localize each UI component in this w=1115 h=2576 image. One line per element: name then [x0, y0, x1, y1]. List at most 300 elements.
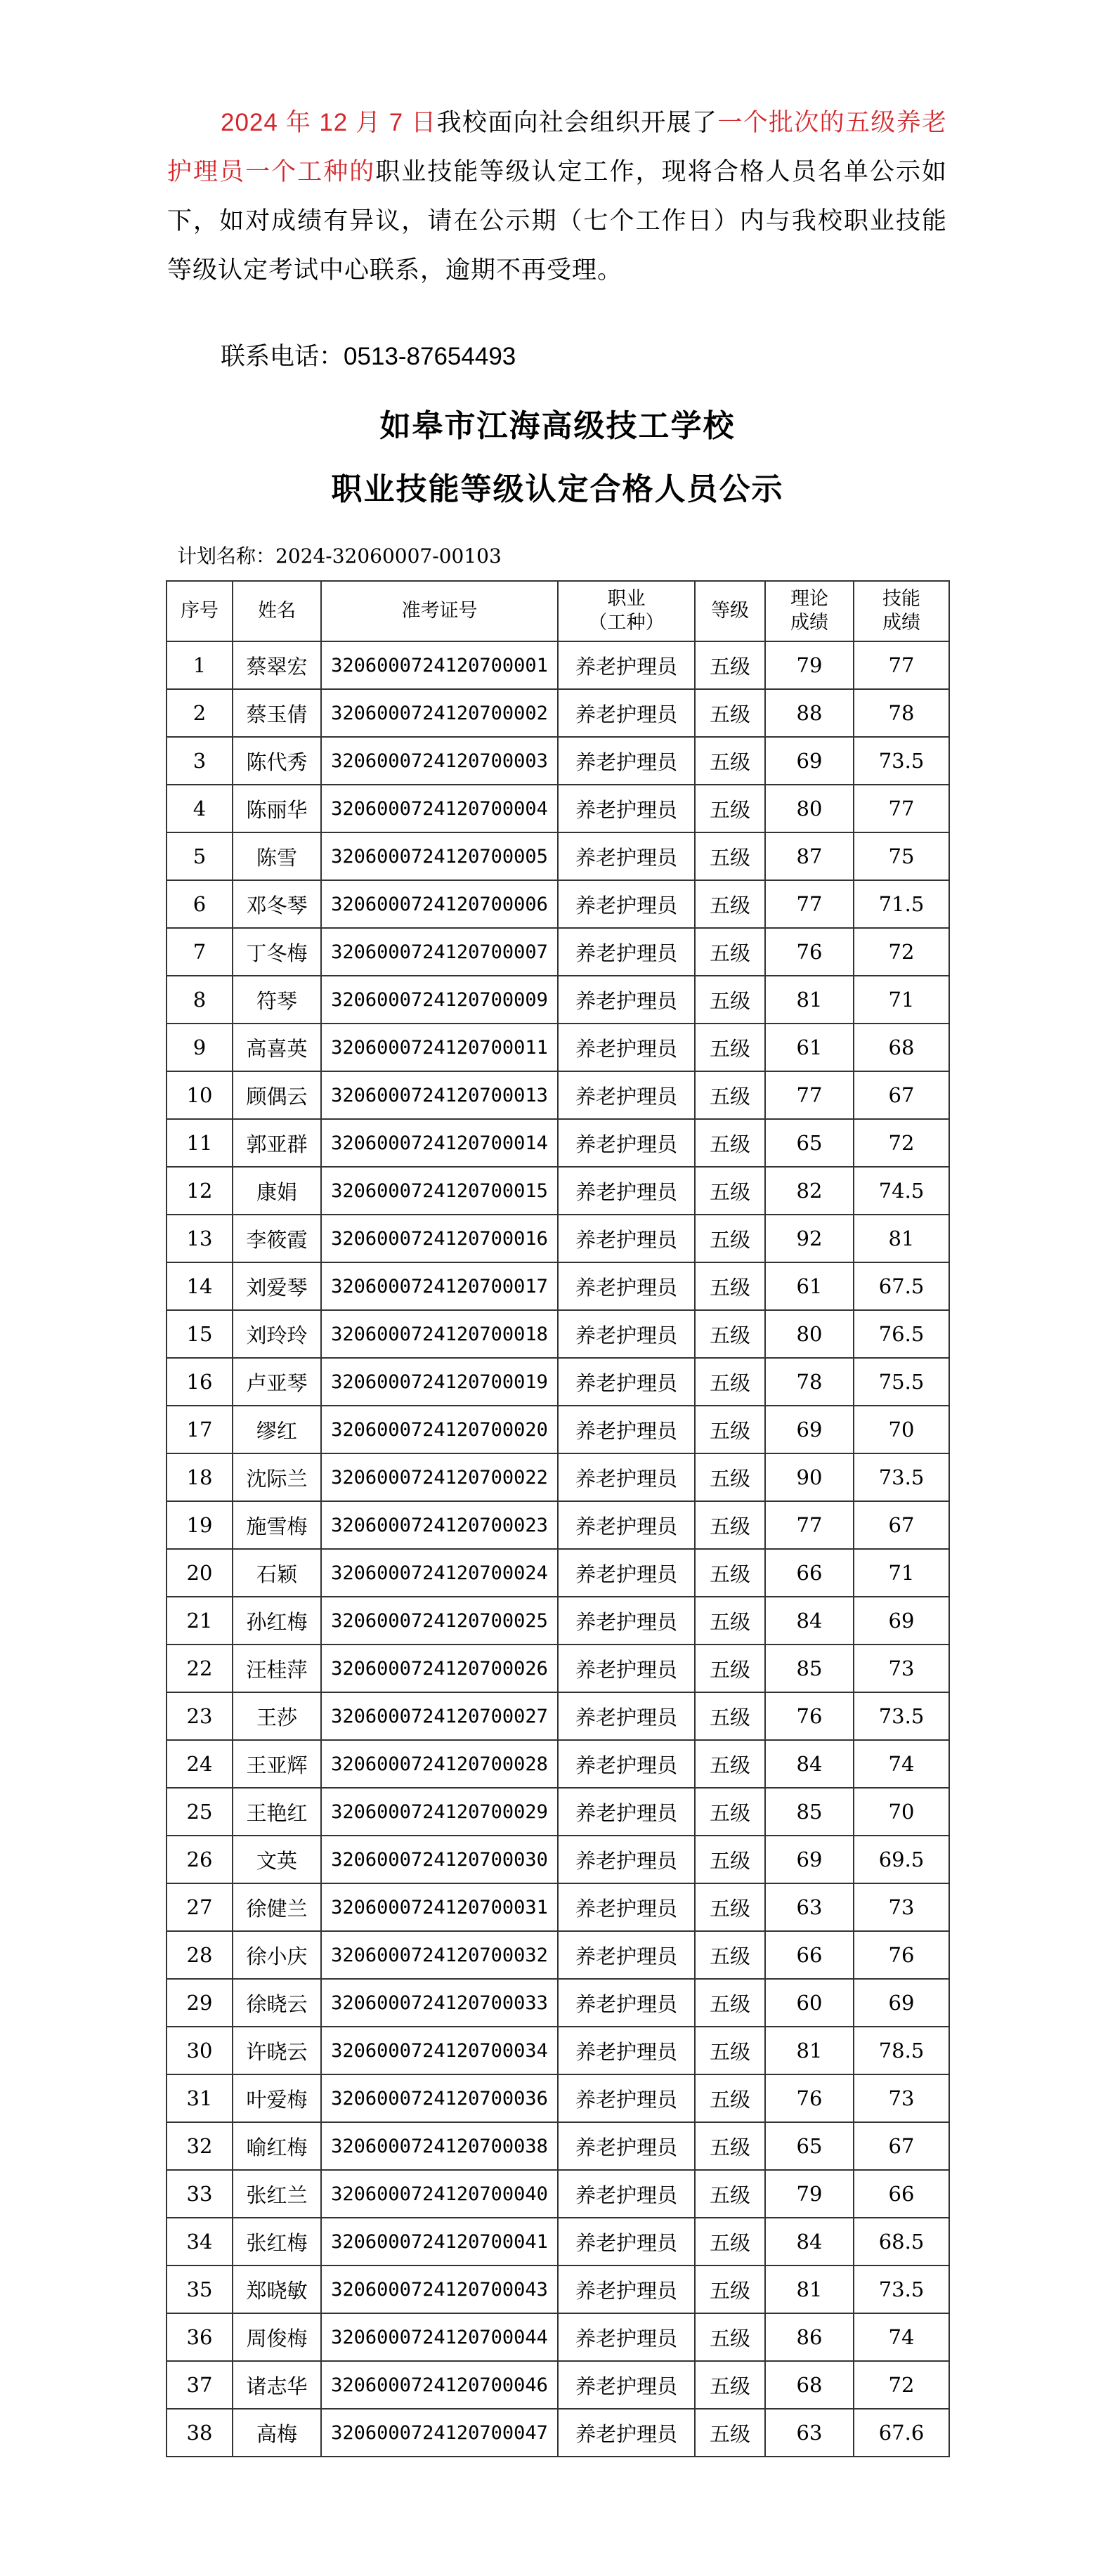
cell-exam-id: 3206000724120700027	[321, 1692, 558, 1740]
cell-theory-score: 88	[765, 689, 854, 737]
table-row	[167, 1310, 949, 1358]
cell-skill-score: 71	[854, 976, 949, 1024]
cell-exam-id: 3206000724120700009	[321, 976, 558, 1024]
cell-name: 汪桂萍	[233, 1645, 321, 1692]
table-row	[167, 1167, 949, 1215]
cell-occupation: 养老护理员	[558, 1692, 695, 1740]
cell-theory-score: 81	[765, 2027, 854, 2074]
cell-theory-score: 61	[765, 1024, 854, 1071]
cell-occupation: 养老护理员	[558, 2361, 695, 2409]
cell-occupation: 养老护理员	[558, 641, 695, 689]
cell-exam-id: 3206000724120700038	[321, 2122, 558, 2170]
cell-level: 五级	[695, 1979, 765, 2027]
cell-exam-id: 3206000724120700007	[321, 928, 558, 976]
cell-skill-score: 75.5	[854, 1358, 949, 1406]
table-row	[167, 976, 949, 1024]
cell-index: 27	[167, 1883, 233, 1931]
cell-index: 33	[167, 2170, 233, 2218]
table-row	[167, 832, 949, 880]
cell-name: 顾偶云	[233, 1071, 321, 1119]
table-row	[167, 2361, 949, 2409]
cell-skill-score: 72	[854, 1119, 949, 1167]
cell-theory-score: 76	[765, 1692, 854, 1740]
table-row	[167, 2266, 949, 2313]
table-row	[167, 2218, 949, 2266]
cell-exam-id: 3206000724120700022	[321, 1453, 558, 1501]
cell-index: 6	[167, 880, 233, 928]
cell-occupation: 养老护理员	[558, 880, 695, 928]
cell-level: 五级	[695, 1788, 765, 1836]
cell-index: 17	[167, 1406, 233, 1453]
cell-occupation: 养老护理员	[558, 1740, 695, 1788]
cell-name: 高喜英	[233, 1024, 321, 1071]
cell-level: 五级	[695, 2074, 765, 2122]
cell-level: 五级	[695, 1071, 765, 1119]
cell-level: 五级	[695, 1215, 765, 1262]
notice-date: 2024 年 12 月 7 日	[221, 109, 437, 136]
cell-skill-score: 67.5	[854, 1262, 949, 1310]
cell-theory-score: 85	[765, 1788, 854, 1836]
cell-level: 五级	[695, 2170, 765, 2218]
cell-name: 邓冬琴	[233, 880, 321, 928]
cell-theory-score: 80	[765, 785, 854, 832]
table-row	[167, 1358, 949, 1406]
cell-skill-score: 73.5	[854, 1692, 949, 1740]
cell-skill-score: 77	[854, 785, 949, 832]
cell-exam-id: 3206000724120700013	[321, 1071, 558, 1119]
cell-theory-score: 76	[765, 2074, 854, 2122]
table-row	[167, 737, 949, 785]
table-row	[167, 928, 949, 976]
cell-index: 37	[167, 2361, 233, 2409]
cell-name: 陈雪	[233, 832, 321, 880]
cell-level: 五级	[695, 1024, 765, 1071]
cell-name: 文英	[233, 1836, 321, 1883]
cell-occupation: 养老护理员	[558, 1358, 695, 1406]
table-row	[167, 1788, 949, 1836]
cell-skill-score: 75	[854, 832, 949, 880]
phone-number: 0513-87654493	[344, 343, 516, 370]
cell-index: 22	[167, 1645, 233, 1692]
cell-skill-score: 68.5	[854, 2218, 949, 2266]
cell-exam-id: 3206000724120700016	[321, 1215, 558, 1262]
table-body	[167, 641, 949, 2457]
cell-name: 沈际兰	[233, 1453, 321, 1501]
cell-level: 五级	[695, 1740, 765, 1788]
school-title: 如皋市江海高级技工学校	[379, 408, 736, 444]
cell-theory-score: 81	[765, 976, 854, 1024]
cell-occupation: 养老护理员	[558, 1071, 695, 1119]
cell-exam-id: 3206000724120700030	[321, 1836, 558, 1883]
cell-name: 叶爱梅	[233, 2074, 321, 2122]
table-row	[167, 1262, 949, 1310]
cell-name: 陈丽华	[233, 785, 321, 832]
cell-exam-id: 3206000724120700032	[321, 1931, 558, 1979]
cell-index: 4	[167, 785, 233, 832]
cell-skill-score: 77	[854, 641, 949, 689]
table-row	[167, 1740, 949, 1788]
cell-skill-score: 69	[854, 1597, 949, 1645]
cell-name: 王艳红	[233, 1788, 321, 1836]
cell-exam-id: 3206000724120700036	[321, 2074, 558, 2122]
cell-level: 五级	[695, 1597, 765, 1645]
cell-index: 2	[167, 689, 233, 737]
cell-level: 五级	[695, 689, 765, 737]
cell-theory-score: 90	[765, 1453, 854, 1501]
cell-occupation: 养老护理员	[558, 1406, 695, 1453]
cell-occupation: 养老护理员	[558, 2027, 695, 2074]
table-row	[167, 1453, 949, 1501]
cell-theory-score: 77	[765, 1501, 854, 1549]
cell-index: 35	[167, 2266, 233, 2313]
cell-level: 五级	[695, 1119, 765, 1167]
cell-occupation: 养老护理员	[558, 737, 695, 785]
header-occupation: 职业 （工种）	[558, 581, 695, 641]
cell-occupation: 养老护理员	[558, 976, 695, 1024]
cell-skill-score: 67	[854, 1501, 949, 1549]
cell-theory-score: 92	[765, 1215, 854, 1262]
cell-exam-id: 3206000724120700029	[321, 1788, 558, 1836]
cell-index: 7	[167, 928, 233, 976]
cell-name: 徐健兰	[233, 1883, 321, 1931]
notice-text-1: 我校面向社会组织开展了	[436, 109, 718, 137]
cell-skill-score: 78.5	[854, 2027, 949, 2074]
table-row	[167, 1883, 949, 1931]
cell-level: 五级	[695, 1883, 765, 1931]
cell-level: 五级	[695, 1645, 765, 1692]
cell-skill-score: 71	[854, 1549, 949, 1597]
cell-skill-score: 74	[854, 1740, 949, 1788]
cell-exam-id: 3206000724120700004	[321, 785, 558, 832]
cell-occupation: 养老护理员	[558, 689, 695, 737]
cell-skill-score: 69.5	[854, 1836, 949, 1883]
header-skill-score: 技能 成绩	[854, 581, 949, 641]
header-theory-score: 理论 成绩	[765, 581, 854, 641]
cell-occupation: 养老护理员	[558, 2074, 695, 2122]
cell-occupation: 养老护理员	[558, 1024, 695, 1071]
cell-occupation: 养老护理员	[558, 832, 695, 880]
cell-occupation: 养老护理员	[558, 1883, 695, 1931]
cell-skill-score: 73	[854, 1883, 949, 1931]
cell-skill-score: 67	[854, 1071, 949, 1119]
cell-index: 20	[167, 1549, 233, 1597]
table-row	[167, 1406, 949, 1453]
cell-skill-score: 67	[854, 2122, 949, 2170]
cell-exam-id: 3206000724120700023	[321, 1501, 558, 1549]
cell-level: 五级	[695, 832, 765, 880]
cell-occupation: 养老护理员	[558, 1645, 695, 1692]
cell-exam-id: 3206000724120700044	[321, 2313, 558, 2361]
phone-label: 联系电话：	[221, 343, 344, 371]
cell-skill-score: 73.5	[854, 2266, 949, 2313]
table-row	[167, 785, 949, 832]
cell-exam-id: 3206000724120700011	[321, 1024, 558, 1071]
contact-phone	[221, 336, 516, 378]
cell-exam-id: 3206000724120700005	[321, 832, 558, 880]
cell-name: 王莎	[233, 1692, 321, 1740]
cell-level: 五级	[695, 1692, 765, 1740]
table-row	[167, 1071, 949, 1119]
cell-skill-score: 73.5	[854, 1453, 949, 1501]
cell-skill-score: 76	[854, 1931, 949, 1979]
notice-text-2: 职业技能等级认定工作，现将合格人员名单公示如下，如对成绩有异议，请在公示期（七个工作日）内与我校职业技能等级认定考试中心联系，逾期不再受理。	[167, 158, 947, 285]
cell-name: 徐小庆	[233, 1931, 321, 1979]
cell-theory-score: 80	[765, 1310, 854, 1358]
cell-exam-id: 3206000724120700041	[321, 2218, 558, 2266]
cell-occupation: 养老护理员	[558, 2313, 695, 2361]
cell-skill-score: 73.5	[854, 737, 949, 785]
cell-occupation: 养老护理员	[558, 1262, 695, 1310]
cell-level: 五级	[695, 2218, 765, 2266]
cell-name: 李筱霞	[233, 1215, 321, 1262]
cell-index: 8	[167, 976, 233, 1024]
cell-theory-score: 82	[765, 1167, 854, 1215]
table-row	[167, 2027, 949, 2074]
cell-level: 五级	[695, 2122, 765, 2170]
cell-theory-score: 84	[765, 1740, 854, 1788]
cell-exam-id: 3206000724120700031	[321, 1883, 558, 1931]
cell-exam-id: 3206000724120700040	[321, 2170, 558, 2218]
cell-name: 高梅	[233, 2409, 321, 2457]
cell-name: 卢亚琴	[233, 1358, 321, 1406]
cell-exam-id: 3206000724120700025	[321, 1597, 558, 1645]
cell-theory-score: 81	[765, 2266, 854, 2313]
cell-occupation: 养老护理员	[558, 2409, 695, 2457]
cell-theory-score: 79	[765, 2170, 854, 2218]
cell-index: 38	[167, 2409, 233, 2457]
table-row	[167, 1979, 949, 2027]
cell-index: 30	[167, 2027, 233, 2074]
cell-skill-score: 71.5	[854, 880, 949, 928]
cell-exam-id: 3206000724120700006	[321, 880, 558, 928]
cell-index: 15	[167, 1310, 233, 1358]
cell-name: 徐晓云	[233, 1979, 321, 2027]
cell-level: 五级	[695, 1549, 765, 1597]
cell-exam-id: 3206000724120700003	[321, 737, 558, 785]
cell-index: 14	[167, 1262, 233, 1310]
cell-level: 五级	[695, 2266, 765, 2313]
cell-theory-score: 84	[765, 1597, 854, 1645]
cell-exam-id: 3206000724120700015	[321, 1167, 558, 1215]
cell-index: 12	[167, 1167, 233, 1215]
cell-theory-score: 66	[765, 1931, 854, 1979]
cell-exam-id: 3206000724120700017	[321, 1262, 558, 1310]
cell-exam-id: 3206000724120700034	[321, 2027, 558, 2074]
table-row	[167, 1119, 949, 1167]
header-index: 序号	[167, 581, 233, 641]
table-row	[167, 1501, 949, 1549]
cell-level: 五级	[695, 1836, 765, 1883]
cell-level: 五级	[695, 1167, 765, 1215]
cell-skill-score: 67.6	[854, 2409, 949, 2457]
cell-index: 25	[167, 1788, 233, 1836]
cell-skill-score: 70	[854, 1788, 949, 1836]
cell-skill-score: 70	[854, 1406, 949, 1453]
table-header-row	[167, 581, 949, 641]
cell-index: 29	[167, 1979, 233, 2027]
cell-skill-score: 74.5	[854, 1167, 949, 1215]
cell-exam-id: 3206000724120700046	[321, 2361, 558, 2409]
table-row	[167, 1931, 949, 1979]
cell-skill-score: 78	[854, 689, 949, 737]
cell-theory-score: 69	[765, 1406, 854, 1453]
header-level: 等级	[695, 581, 765, 641]
cell-index: 1	[167, 641, 233, 689]
cell-exam-id: 3206000724120700001	[321, 641, 558, 689]
cell-theory-score: 68	[765, 2361, 854, 2409]
cell-name: 许晓云	[233, 2027, 321, 2074]
cell-exam-id: 3206000724120700014	[321, 1119, 558, 1167]
cell-theory-score: 63	[765, 1883, 854, 1931]
cell-level: 五级	[695, 2409, 765, 2457]
cell-skill-score: 74	[854, 2313, 949, 2361]
cell-skill-score: 69	[854, 1979, 949, 2027]
cell-occupation: 养老护理员	[558, 1215, 695, 1262]
cell-index: 24	[167, 1740, 233, 1788]
table-row	[167, 2313, 949, 2361]
cell-name: 缪红	[233, 1406, 321, 1453]
cell-theory-score: 77	[765, 880, 854, 928]
cell-index: 10	[167, 1071, 233, 1119]
cell-name: 施雪梅	[233, 1501, 321, 1549]
cell-occupation: 养老护理员	[558, 1549, 695, 1597]
cell-name: 符琴	[233, 976, 321, 1024]
cell-theory-score: 77	[765, 1071, 854, 1119]
cell-theory-score: 65	[765, 1119, 854, 1167]
cell-level: 五级	[695, 641, 765, 689]
cell-index: 34	[167, 2218, 233, 2266]
cell-name: 郑晓敏	[233, 2266, 321, 2313]
cell-occupation: 养老护理员	[558, 1119, 695, 1167]
table-row	[167, 2170, 949, 2218]
cell-theory-score: 63	[765, 2409, 854, 2457]
table-row	[167, 2122, 949, 2170]
cell-name: 诸志华	[233, 2361, 321, 2409]
cell-name: 蔡玉倩	[233, 689, 321, 737]
cell-name: 石颖	[233, 1549, 321, 1597]
cell-theory-score: 69	[765, 1836, 854, 1883]
cell-theory-score: 65	[765, 2122, 854, 2170]
cell-index: 16	[167, 1358, 233, 1406]
table-row	[167, 1597, 949, 1645]
cell-exam-id: 3206000724120700019	[321, 1358, 558, 1406]
table-row	[167, 2074, 949, 2122]
cell-name: 张红兰	[233, 2170, 321, 2218]
cell-name: 刘玲玲	[233, 1310, 321, 1358]
notice-paragraph	[167, 98, 947, 295]
cell-occupation: 养老护理员	[558, 1836, 695, 1883]
cell-level: 五级	[695, 1931, 765, 1979]
cell-level: 五级	[695, 2313, 765, 2361]
table-row	[167, 641, 949, 689]
cell-level: 五级	[695, 737, 765, 785]
cell-occupation: 养老护理员	[558, 2170, 695, 2218]
cell-theory-score: 86	[765, 2313, 854, 2361]
cell-name: 郭亚群	[233, 1119, 321, 1167]
cell-level: 五级	[695, 1406, 765, 1453]
cell-exam-id: 3206000724120700033	[321, 1979, 558, 2027]
cell-theory-score: 76	[765, 928, 854, 976]
cell-level: 五级	[695, 1453, 765, 1501]
cell-exam-id: 3206000724120700026	[321, 1645, 558, 1692]
cell-exam-id: 3206000724120700043	[321, 2266, 558, 2313]
cell-index: 11	[167, 1119, 233, 1167]
cell-level: 五级	[695, 1310, 765, 1358]
cell-theory-score: 69	[765, 737, 854, 785]
cell-name: 丁冬梅	[233, 928, 321, 976]
cell-index: 19	[167, 1501, 233, 1549]
table-row	[167, 1692, 949, 1740]
cell-index: 26	[167, 1836, 233, 1883]
table-row	[167, 1549, 949, 1597]
table-row	[167, 2409, 949, 2457]
cell-exam-id: 3206000724120700024	[321, 1549, 558, 1597]
cell-level: 五级	[695, 880, 765, 928]
cell-level: 五级	[695, 2027, 765, 2074]
cell-name: 喻红梅	[233, 2122, 321, 2170]
cell-theory-score: 84	[765, 2218, 854, 2266]
header-name: 姓名	[233, 581, 321, 641]
cell-occupation: 养老护理员	[558, 2122, 695, 2170]
cell-index: 21	[167, 1597, 233, 1645]
cell-skill-score: 73	[854, 1645, 949, 1692]
notice-title: 职业技能等级认定合格人员公示	[331, 471, 784, 507]
cell-exam-id: 3206000724120700002	[321, 689, 558, 737]
cell-name: 张红梅	[233, 2218, 321, 2266]
result-table	[166, 580, 950, 2457]
cell-level: 五级	[695, 785, 765, 832]
cell-theory-score: 61	[765, 1262, 854, 1310]
table-row	[167, 1836, 949, 1883]
cell-exam-id: 3206000724120700018	[321, 1310, 558, 1358]
table-row	[167, 1645, 949, 1692]
cell-index: 5	[167, 832, 233, 880]
cell-name: 周俊梅	[233, 2313, 321, 2361]
table-row	[167, 1024, 949, 1071]
cell-index: 18	[167, 1453, 233, 1501]
table-row	[167, 689, 949, 737]
cell-skill-score: 72	[854, 2361, 949, 2409]
plan-name: 计划名称：2024-32060007-00103	[177, 544, 502, 568]
cell-exam-id: 3206000724120700020	[321, 1406, 558, 1453]
cell-theory-score: 87	[765, 832, 854, 880]
cell-occupation: 养老护理员	[558, 1788, 695, 1836]
cell-occupation: 养老护理员	[558, 1453, 695, 1501]
cell-occupation: 养老护理员	[558, 1167, 695, 1215]
cell-occupation: 养老护理员	[558, 2218, 695, 2266]
cell-index: 23	[167, 1692, 233, 1740]
cell-name: 康娟	[233, 1167, 321, 1215]
cell-skill-score: 76.5	[854, 1310, 949, 1358]
header-exam-id: 准考证号	[321, 581, 558, 641]
cell-occupation: 养老护理员	[558, 928, 695, 976]
cell-occupation: 养老护理员	[558, 1597, 695, 1645]
cell-index: 9	[167, 1024, 233, 1071]
cell-index: 13	[167, 1215, 233, 1262]
cell-name: 蔡翠宏	[233, 641, 321, 689]
cell-theory-score: 85	[765, 1645, 854, 1692]
cell-theory-score: 78	[765, 1358, 854, 1406]
table-row	[167, 1215, 949, 1262]
cell-name: 陈代秀	[233, 737, 321, 785]
cell-index: 36	[167, 2313, 233, 2361]
cell-level: 五级	[695, 1501, 765, 1549]
cell-skill-score: 72	[854, 928, 949, 976]
cell-level: 五级	[695, 976, 765, 1024]
cell-theory-score: 79	[765, 641, 854, 689]
cell-occupation: 养老护理员	[558, 1931, 695, 1979]
cell-occupation: 养老护理员	[558, 785, 695, 832]
